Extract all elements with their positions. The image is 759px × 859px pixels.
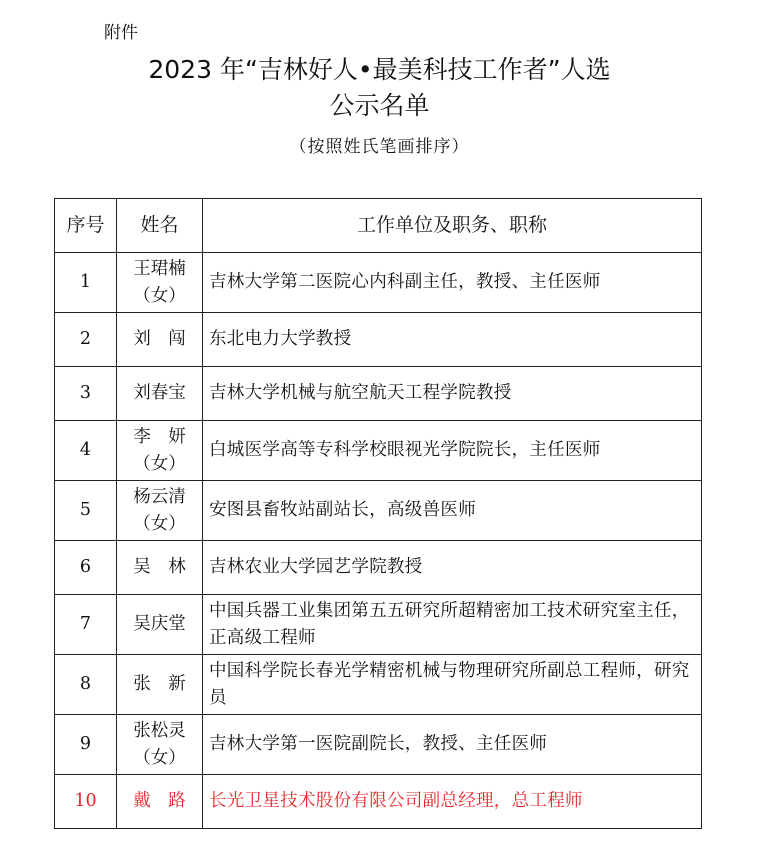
table-row	[55, 655, 702, 715]
row-number: 5	[55, 481, 117, 541]
table-row	[55, 313, 702, 367]
row-name	[117, 367, 203, 421]
table-row	[55, 715, 702, 775]
table-row	[55, 541, 702, 595]
table-row	[55, 253, 702, 313]
table-row	[55, 421, 702, 481]
row-unit: 长光卫星技术股份有限公司副总经理，总工程师	[203, 775, 702, 829]
row-name	[117, 313, 203, 367]
row-name	[117, 715, 203, 775]
row-number: 3	[55, 367, 117, 421]
name-text: 李 妍	[133, 426, 186, 447]
row-name	[117, 595, 203, 655]
name-text: 刘春宝	[133, 383, 186, 403]
row-number: 2	[55, 313, 117, 367]
name-text: 戴 路	[133, 791, 186, 811]
row-number: 9	[55, 715, 117, 775]
row-unit: 东北电力大学教授	[203, 313, 702, 367]
name-text: 王珺楠	[133, 258, 186, 279]
row-unit: 吉林大学机械与航空航天工程学院教授	[203, 367, 702, 421]
row-unit: 吉林大学第一医院副院长，教授、主任医师	[203, 715, 702, 775]
name-text: 杨云清	[133, 486, 186, 507]
header-name: 姓名	[117, 199, 203, 253]
table-header-row	[55, 199, 702, 253]
name-text: 张松灵	[133, 720, 186, 741]
row-name	[117, 655, 203, 715]
name-text: 张 新	[133, 674, 186, 694]
sort-note: （按照姓氏笔画排序）	[289, 137, 470, 157]
document-title-line2: 公示名单	[329, 91, 430, 120]
header-unit: 工作单位及职务、职称	[203, 199, 702, 253]
gender-note: （女）	[133, 513, 186, 534]
row-number: 4	[55, 421, 117, 481]
gender-note: （女）	[133, 747, 186, 768]
row-number: 6	[55, 541, 117, 595]
row-name	[117, 541, 203, 595]
table-row-highlighted	[55, 775, 702, 829]
nominee-table	[54, 198, 702, 829]
row-unit: 吉林农业大学园艺学院教授	[203, 541, 702, 595]
row-unit: 安图县畜牧站副站长，高级兽医师	[203, 481, 702, 541]
document-title: 2023 年“吉林好人•最美科技工作者”人选	[148, 55, 611, 84]
row-number: 8	[55, 655, 117, 715]
row-number: 10	[55, 775, 117, 829]
row-name	[117, 775, 203, 829]
gender-note: （女）	[133, 453, 186, 474]
table-row	[55, 367, 702, 421]
row-number: 7	[55, 595, 117, 655]
row-name	[117, 421, 203, 481]
table-row	[55, 595, 702, 655]
gender-note: （女）	[133, 285, 186, 306]
row-name	[117, 481, 203, 541]
table-row	[55, 481, 702, 541]
name-text: 吴 林	[133, 557, 186, 577]
row-unit: 中国兵器工业集团第五五研究所超精密加工技术研究室主任，正高级工程师	[203, 595, 702, 655]
attachment-label: 附件	[104, 23, 138, 43]
row-unit: 中国科学院长春光学精密机械与物理研究所副总工程师，研究员	[203, 655, 702, 715]
row-number: 1	[55, 253, 117, 313]
row-unit: 白城医学高等专科学校眼视光学院院长，主任医师	[203, 421, 702, 481]
name-text: 刘 闯	[133, 329, 186, 349]
row-name	[117, 253, 203, 313]
header-number: 序号	[55, 199, 117, 253]
name-text: 吴庆堂	[133, 614, 186, 634]
row-unit: 吉林大学第二医院心内科副主任，教授、主任医师	[203, 253, 702, 313]
